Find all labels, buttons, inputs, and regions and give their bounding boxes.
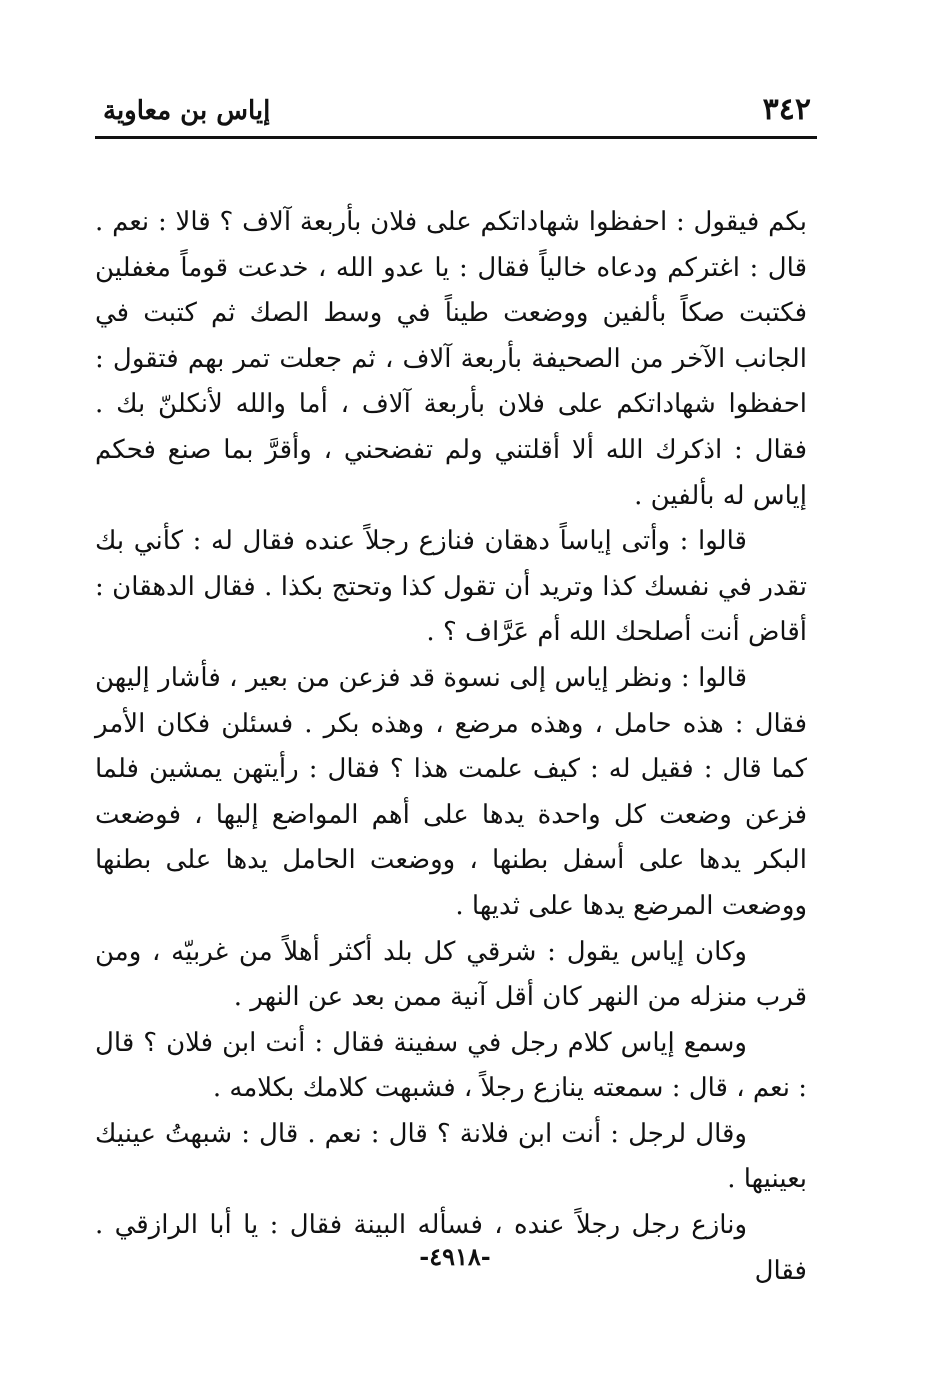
body-text	[95, 200, 807, 1294]
paragraph-2: قالوا : وأتى إياساً دهقان فنازع رجلاً عنده فقال له : كأني بك تقدر في نفسك كذا وتريد أن تقول كذا وتحتج بكذا . فقال الدهقان : أقاض أنت أصلحك الله أم عَرَّاف ؟ .	[95, 526, 807, 648]
paragraph-7: ونازع رجل رجلاً عنده ، فسأله البينة فقال : يا أبا الرازقي . فقال	[95, 1210, 807, 1286]
footer-sequence-number: -٤٩١٨-	[419, 1242, 491, 1271]
paragraph-1: بكم فيقول : احفظوا شهاداتكم على فلان بأربعة آلاف ؟ قالا : نعم . قال : اغتركم ودعاه خالياً فقال : يا عدو الله ، خدعت قوماً مغفلين فكتبت صكاً بألفين ووضعت طيناً في وسط الصك ثم كتبت في الجانب الآخر من الصحيفة بأربعة آلاف ، ثم جعلت تمر بهم فتقول : احفظوا شهاداتكم على فلان بأربعة آلاف ، أما والله لأنكلنّ بك . فقال : اذكرك الله ألا أقلتني ولم تفضحني ، وأقرَّ بما صنع فحكم إياس له بألفين .	[95, 207, 807, 511]
paragraph-4: وكان إياس يقول : شرقي كل بلد أكثر أهلاً من غربيّه ، ومن قرب منزله من النهر كان أقل آنية ممن بعد عن النهر .	[95, 936, 807, 1013]
header-divider	[95, 136, 817, 139]
paragraph-6: وقال لرجل : أنت ابن فلانة ؟ قال : نعم . قال : شبهتُ عينيك بعينيها .	[95, 1118, 807, 1195]
paragraph-3: قالوا : ونظر إياس إلى نسوة قد فزعن من بعير ، فأشار إليهن فقال : هذه حامل ، وهذه مرضع ، وهذه بكر . فسئلن فكان الأمر كما قال : فقيل له : كيف علمت هذا ؟ فقال : رأيتهن يمشين فلما فزعن وضعت كل واحدة يدها على أهم المواضع إليها ، فوضعت البكر يدها على أسفل بطنها ، ووضعت الحامل يدها على بطنها ووضعت المرضع يدها على ثديها .	[95, 662, 807, 921]
running-title: إياس بن معاوية	[103, 96, 271, 126]
paragraph-5: وسمع إياس كلام رجل في سفينة فقال : أنت ابن فلان ؟ قال : نعم ، قال : سمعته ينازع رجلاً ، فشبهت كلامك بكلامه .	[95, 1027, 807, 1104]
page-header	[95, 88, 817, 134]
header-page-number: ٣٤٢	[762, 92, 811, 127]
